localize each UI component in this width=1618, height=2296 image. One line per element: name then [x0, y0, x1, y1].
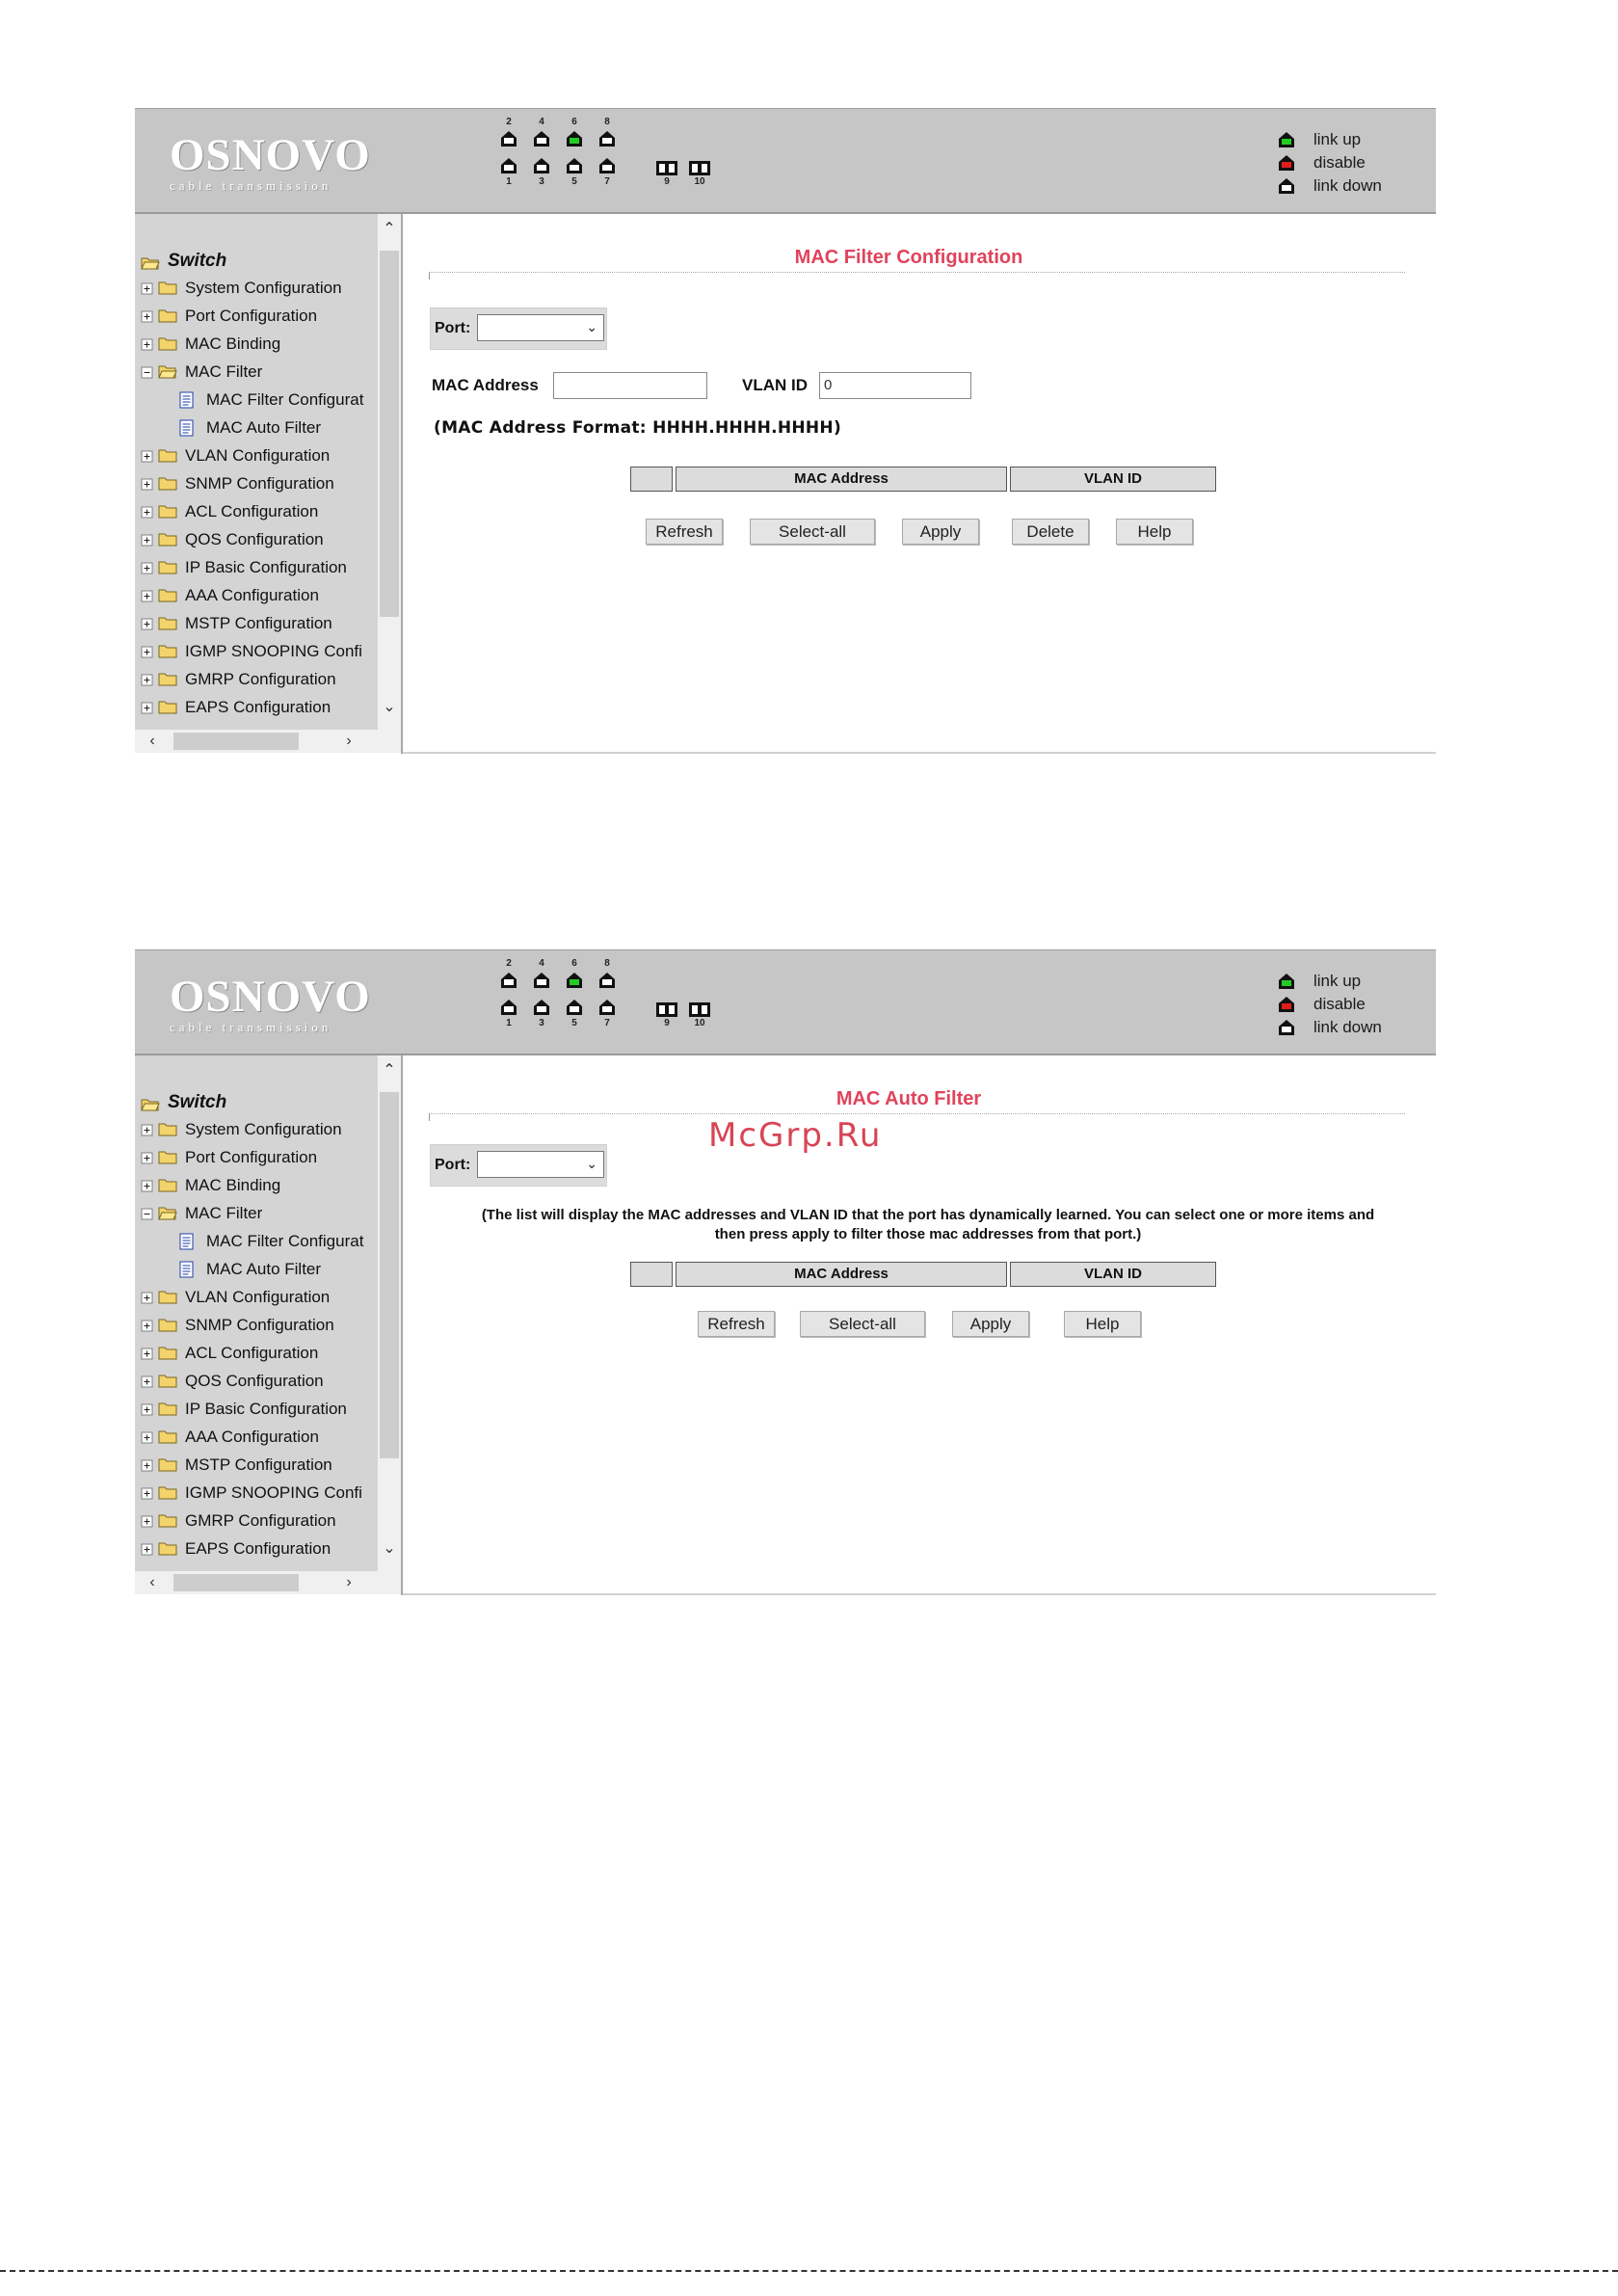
sidebar-item-label: Port Configuration	[185, 306, 318, 325]
port-number-label: 4	[539, 117, 544, 127]
expand-icon[interactable]	[141, 645, 154, 658]
sidebar-horizontal-scrollbar[interactable]	[135, 730, 378, 753]
sidebar-item-label: IGMP SNOOPING Confi	[185, 641, 362, 660]
sidebar-item-label: IGMP SNOOPING Confi	[185, 1482, 362, 1502]
sidebar-item[interactable]	[141, 1339, 363, 1367]
folder-icon	[158, 448, 177, 463]
ethernet-port-icon[interactable]	[499, 999, 518, 1016]
sidebar-item-label: MAC Binding	[185, 1175, 281, 1194]
sidebar-item-label: VLAN Configuration	[185, 445, 331, 465]
port-number-label: 3	[539, 176, 544, 187]
sidebar-item[interactable]	[141, 1199, 363, 1227]
vlan-id-label: VLAN ID	[742, 376, 808, 394]
sidebar-item[interactable]	[141, 665, 363, 693]
port-number-label: 2	[506, 958, 512, 969]
folder-icon	[158, 1318, 177, 1332]
port-select[interactable]	[477, 314, 604, 341]
legend-label: disable	[1313, 995, 1366, 1013]
port-select-group	[430, 1144, 607, 1187]
scroll-up-icon[interactable]: ⌃	[383, 1062, 396, 1079]
sidebar-item[interactable]	[141, 609, 363, 637]
legend-item	[1277, 151, 1382, 174]
port-number-label: 6	[571, 117, 577, 127]
folder-icon	[158, 1150, 177, 1164]
scrollbar-thumb[interactable]	[173, 1574, 299, 1591]
auto-filter-note	[441, 1206, 1415, 1244]
sidebar-item[interactable]	[141, 1311, 363, 1339]
document-icon	[179, 391, 195, 409]
expand-icon[interactable]	[141, 673, 154, 686]
sidebar-subitem[interactable]	[141, 1227, 363, 1255]
folder-icon	[158, 560, 177, 574]
sidebar-item-label: IP Basic Configuration	[185, 557, 347, 576]
port-number-label: 5	[571, 176, 577, 187]
folder-open-icon	[158, 364, 177, 379]
ethernet-port-icon[interactable]	[565, 157, 584, 174]
sidebar-item[interactable]	[141, 693, 363, 721]
legend-label: link down	[1313, 1018, 1382, 1036]
table-header-vlan-id: VLAN ID	[1010, 1262, 1216, 1287]
ethernet-port-icon[interactable]	[597, 972, 617, 989]
folder-icon	[158, 700, 177, 714]
collapse-icon[interactable]	[141, 1207, 154, 1220]
sidebar-item-label: Port Configuration	[185, 1147, 318, 1166]
sidebar-item-label: GMRP Configuration	[185, 1510, 336, 1530]
sidebar-item-label: SNMP Configuration	[185, 1315, 334, 1334]
help-button[interactable]: Help	[1116, 519, 1193, 545]
expand-icon[interactable]	[141, 1347, 154, 1360]
folder-open-icon	[141, 254, 160, 269]
expand-icon[interactable]	[141, 1430, 154, 1444]
sidebar-item-label: VLAN Configuration	[185, 1287, 331, 1306]
sidebar-item[interactable]	[141, 330, 363, 358]
ethernet-port-icon[interactable]	[597, 157, 617, 174]
port-number-label: 8	[604, 117, 610, 127]
expand-icon[interactable]	[141, 1458, 154, 1472]
sidebar-item[interactable]	[141, 469, 363, 497]
expand-icon[interactable]	[141, 1179, 154, 1192]
scroll-down-icon[interactable]: ⌄	[383, 699, 396, 715]
main-content	[403, 214, 1436, 754]
note-line-2: then press apply to filter those mac addresses from that port.)	[714, 1226, 1142, 1242]
sidebar-item-label: AAA Configuration	[185, 585, 319, 604]
folder-icon	[158, 1513, 177, 1528]
expand-icon[interactable]	[141, 1151, 154, 1164]
folder-icon	[158, 644, 177, 658]
ethernet-port-icon[interactable]	[499, 130, 518, 147]
expand-icon[interactable]	[141, 281, 154, 295]
ethernet-port-icon[interactable]	[532, 972, 551, 989]
sidebar	[135, 214, 403, 754]
sidebar-item-label: MAC Filter	[185, 361, 263, 381]
sidebar-item-label: EAPS Configuration	[185, 1538, 332, 1558]
sidebar-item[interactable]	[141, 581, 363, 609]
folder-icon	[158, 532, 177, 547]
expand-icon[interactable]	[141, 1291, 154, 1304]
ethernet-port-icon[interactable]	[565, 130, 584, 147]
folder-icon	[158, 672, 177, 686]
ethernet-port-icon[interactable]	[565, 972, 584, 989]
sidebar-item[interactable]	[141, 441, 363, 469]
expand-icon[interactable]	[141, 1402, 154, 1416]
port-number-label: 7	[604, 1018, 610, 1028]
logo-text: OSNOVO	[170, 972, 371, 1022]
header-bar	[135, 108, 1436, 214]
fiber-port-icon[interactable]	[688, 159, 711, 176]
delete-button[interactable]: Delete	[1012, 519, 1089, 545]
sidebar-item[interactable]	[141, 274, 363, 302]
legend-item	[1277, 1016, 1382, 1039]
sidebar-item[interactable]	[141, 637, 363, 665]
legend-item	[1277, 993, 1382, 1016]
scroll-right-icon[interactable]: ›	[346, 1574, 352, 1590]
port-number-label: 10	[694, 1018, 705, 1028]
ethernet-port-icon[interactable]	[499, 157, 518, 174]
port-number-label: 2	[506, 117, 512, 127]
header-bar	[135, 949, 1436, 1055]
fiber-port-icon[interactable]	[655, 159, 678, 176]
folder-icon	[158, 616, 177, 630]
sidebar-item[interactable]	[141, 1171, 363, 1199]
watermark-text: McGrp.Ru	[708, 1116, 883, 1155]
sidebar-item[interactable]	[141, 1479, 363, 1507]
expand-icon[interactable]	[141, 533, 154, 547]
sidebar	[135, 1055, 403, 1595]
folder-icon	[158, 308, 177, 323]
logo-tagline: cable transmission	[170, 1020, 332, 1034]
folder-icon	[158, 1429, 177, 1444]
tree-root-label: Switch	[168, 1092, 227, 1112]
legend-label: link up	[1313, 972, 1362, 990]
select-all-button[interactable]: Select-all	[750, 519, 875, 545]
apply-button[interactable]: Apply	[952, 1311, 1029, 1337]
sidebar-item[interactable]	[141, 1367, 363, 1395]
logo	[170, 130, 371, 194]
mac-list-table	[630, 467, 1219, 492]
port-number-label: 4	[539, 958, 544, 969]
tree-root-switch[interactable]	[141, 1090, 363, 1115]
sidebar-item-label: MAC Filter Configurat	[206, 389, 364, 409]
port-number-label: 1	[506, 176, 512, 187]
scroll-left-icon[interactable]: ‹	[149, 733, 155, 749]
legend	[1277, 970, 1382, 1039]
logo-text: OSNOVO	[170, 130, 371, 180]
expand-icon[interactable]	[141, 1542, 154, 1556]
expand-icon[interactable]	[141, 617, 154, 630]
folder-icon	[158, 1346, 177, 1360]
chevron-down-icon: ⌄	[586, 319, 597, 334]
port-select-group	[430, 307, 607, 350]
table-header-select	[630, 467, 673, 492]
sidebar-item[interactable]	[141, 1535, 363, 1562]
sidebar-item-label: AAA Configuration	[185, 1427, 319, 1446]
port-number-label: 6	[571, 958, 577, 969]
folder-icon	[158, 336, 177, 351]
expand-icon[interactable]	[141, 1123, 154, 1136]
sidebar-item[interactable]	[141, 497, 363, 525]
sidebar-item-label: ACL Configuration	[185, 501, 319, 521]
navigation-tree	[141, 1090, 363, 1562]
legend-label: link up	[1313, 130, 1362, 148]
document-icon	[179, 419, 195, 437]
expand-icon[interactable]	[141, 337, 154, 351]
apply-button[interactable]: Apply	[902, 519, 979, 545]
expand-icon[interactable]	[141, 1514, 154, 1528]
sidebar-subitem[interactable]	[141, 386, 363, 414]
port-status-icon	[1277, 177, 1298, 195]
document-icon	[179, 1233, 195, 1250]
port-status-icon	[1277, 154, 1298, 172]
port-panel	[499, 958, 750, 1045]
help-button[interactable]: Help	[1064, 1311, 1141, 1337]
table-header-mac-address: MAC Address	[676, 1262, 1007, 1287]
port-panel	[499, 117, 750, 203]
folder-icon	[158, 1485, 177, 1500]
legend-item	[1277, 970, 1382, 993]
sidebar-item-label: System Configuration	[185, 1119, 342, 1138]
expand-icon[interactable]	[141, 477, 154, 491]
sidebar-item-label: GMRP Configuration	[185, 669, 336, 688]
expand-icon[interactable]	[141, 505, 154, 519]
scroll-up-icon[interactable]: ⌃	[383, 221, 396, 237]
folder-icon	[158, 280, 177, 295]
expand-icon[interactable]	[141, 449, 154, 463]
logo-tagline: cable transmission	[170, 178, 332, 193]
sidebar-item-label: MSTP Configuration	[185, 613, 332, 632]
sidebar-item-label: SNMP Configuration	[185, 473, 334, 493]
page-title: MAC Auto Filter	[836, 1088, 982, 1109]
legend-item	[1277, 174, 1382, 198]
refresh-button[interactable]: Refresh	[646, 519, 723, 545]
folder-icon	[158, 1290, 177, 1304]
port-number-label: 1	[506, 1018, 512, 1028]
ethernet-port-icon[interactable]	[597, 130, 617, 147]
port-number-label: 10	[694, 176, 705, 187]
expand-icon[interactable]	[141, 309, 154, 323]
port-status-icon	[1277, 131, 1298, 148]
sidebar-item[interactable]	[141, 553, 363, 581]
ethernet-port-icon[interactable]	[532, 130, 551, 147]
folder-open-icon	[141, 1096, 160, 1110]
expand-icon[interactable]	[141, 1486, 154, 1500]
folder-open-icon	[158, 1206, 177, 1220]
expand-icon[interactable]	[141, 561, 154, 574]
chevron-down-icon: ⌄	[586, 1156, 597, 1171]
refresh-button[interactable]: Refresh	[698, 1311, 775, 1337]
port-label: Port:	[435, 1157, 471, 1173]
tree-root-label: Switch	[168, 251, 227, 271]
port-status-icon	[1277, 996, 1298, 1013]
folder-icon	[158, 504, 177, 519]
port-number-label: 9	[664, 176, 670, 187]
legend	[1277, 128, 1382, 198]
port-number-label: 5	[571, 1018, 577, 1028]
port-number-label: 3	[539, 1018, 544, 1028]
legend-label: link down	[1313, 176, 1382, 195]
folder-icon	[158, 1541, 177, 1556]
vlan-id-input[interactable]: 0	[819, 372, 971, 399]
port-select[interactable]	[477, 1151, 604, 1178]
mac-address-label: MAC Address	[432, 376, 539, 394]
legend-label: disable	[1313, 153, 1366, 172]
expand-icon[interactable]	[141, 589, 154, 602]
sidebar-item[interactable]	[141, 1451, 363, 1479]
sidebar-vertical-scrollbar[interactable]	[378, 1055, 401, 1571]
tree-root-switch[interactable]	[141, 249, 363, 274]
sidebar-item-label: MAC Filter	[185, 1203, 263, 1222]
sidebar-item-label: EAPS Configuration	[185, 697, 332, 716]
page-divider	[0, 2270, 1618, 2272]
table-header-select	[630, 1262, 673, 1287]
sidebar-subitem[interactable]	[141, 1255, 363, 1283]
logo	[170, 972, 371, 1035]
port-number-label: 9	[664, 1018, 670, 1028]
mac-address-input[interactable]	[553, 372, 707, 399]
port-label: Port:	[435, 320, 471, 336]
sidebar-item[interactable]	[141, 525, 363, 553]
mac-list-table	[630, 1262, 1219, 1287]
sidebar-vertical-scrollbar[interactable]	[378, 214, 401, 730]
sidebar-item-label: MAC Binding	[185, 334, 281, 353]
scrollbar-thumb[interactable]	[380, 1092, 399, 1458]
sidebar-item[interactable]	[141, 358, 363, 386]
sidebar-item-label: IP Basic Configuration	[185, 1399, 347, 1418]
ethernet-port-icon[interactable]	[597, 999, 617, 1016]
sidebar-item-label: MAC Filter Configurat	[206, 1231, 364, 1250]
navigation-tree	[141, 249, 363, 721]
folder-icon	[158, 1457, 177, 1472]
sidebar-item-label: MAC Auto Filter	[206, 1259, 322, 1278]
sidebar-item[interactable]	[141, 302, 363, 330]
screenshot-mac-auto-filter	[135, 949, 1436, 1595]
select-all-button[interactable]: Select-all	[800, 1311, 925, 1337]
ethernet-port-icon[interactable]	[532, 157, 551, 174]
fiber-port-icon[interactable]	[655, 1001, 678, 1018]
folder-icon	[158, 1374, 177, 1388]
expand-icon[interactable]	[141, 1375, 154, 1388]
port-number-label: 7	[604, 176, 610, 187]
note-line-1: (The list will display the MAC addresses and VLAN ID that the port has dynamically learned. You can select one or more items and	[481, 1207, 1375, 1223]
sidebar-item[interactable]	[141, 1507, 363, 1535]
sidebar-item[interactable]	[141, 1423, 363, 1451]
sidebar-item[interactable]	[141, 1395, 363, 1423]
screenshot-mac-filter-configuration	[135, 108, 1436, 754]
sidebar-item[interactable]	[141, 1283, 363, 1311]
sidebar-item-label: MAC Auto Filter	[206, 417, 322, 437]
mac-format-note: (MAC Address Format: HHHH.HHHH.HHHH)	[434, 418, 842, 438]
port-status-icon	[1277, 973, 1298, 990]
folder-icon	[158, 1402, 177, 1416]
folder-icon	[158, 588, 177, 602]
scroll-right-icon[interactable]: ›	[346, 733, 352, 749]
expand-icon[interactable]	[141, 1319, 154, 1332]
ethernet-port-icon[interactable]	[532, 999, 551, 1016]
folder-icon	[158, 476, 177, 491]
sidebar-item-label: ACL Configuration	[185, 1343, 319, 1362]
port-number-label: 8	[604, 958, 610, 969]
ethernet-port-icon[interactable]	[499, 972, 518, 989]
folder-icon	[158, 1122, 177, 1136]
scroll-down-icon[interactable]: ⌄	[383, 1540, 396, 1557]
folder-icon	[158, 1178, 177, 1192]
table-header-mac-address: MAC Address	[676, 467, 1007, 492]
collapse-icon[interactable]	[141, 365, 154, 379]
sidebar-subitem[interactable]	[141, 414, 363, 441]
scrollbar-thumb[interactable]	[173, 733, 299, 750]
sidebar-item-label: QOS Configuration	[185, 529, 324, 548]
scrollbar-thumb[interactable]	[380, 251, 399, 617]
legend-item	[1277, 128, 1382, 151]
sidebar-item-label: MSTP Configuration	[185, 1455, 332, 1474]
sidebar-item-label: QOS Configuration	[185, 1371, 324, 1390]
ethernet-port-icon[interactable]	[565, 999, 584, 1016]
main-content	[403, 1055, 1436, 1595]
sidebar-horizontal-scrollbar[interactable]	[135, 1571, 378, 1594]
page-title: MAC Filter Configuration	[794, 247, 1023, 268]
sidebar-item-label: System Configuration	[185, 278, 342, 297]
sidebar-item[interactable]	[141, 1143, 363, 1171]
fiber-port-icon[interactable]	[688, 1001, 711, 1018]
scroll-left-icon[interactable]: ‹	[149, 1574, 155, 1590]
document-icon	[179, 1261, 195, 1278]
table-header-vlan-id: VLAN ID	[1010, 467, 1216, 492]
sidebar-item[interactable]	[141, 1115, 363, 1143]
port-status-icon	[1277, 1019, 1298, 1036]
expand-icon[interactable]	[141, 701, 154, 714]
